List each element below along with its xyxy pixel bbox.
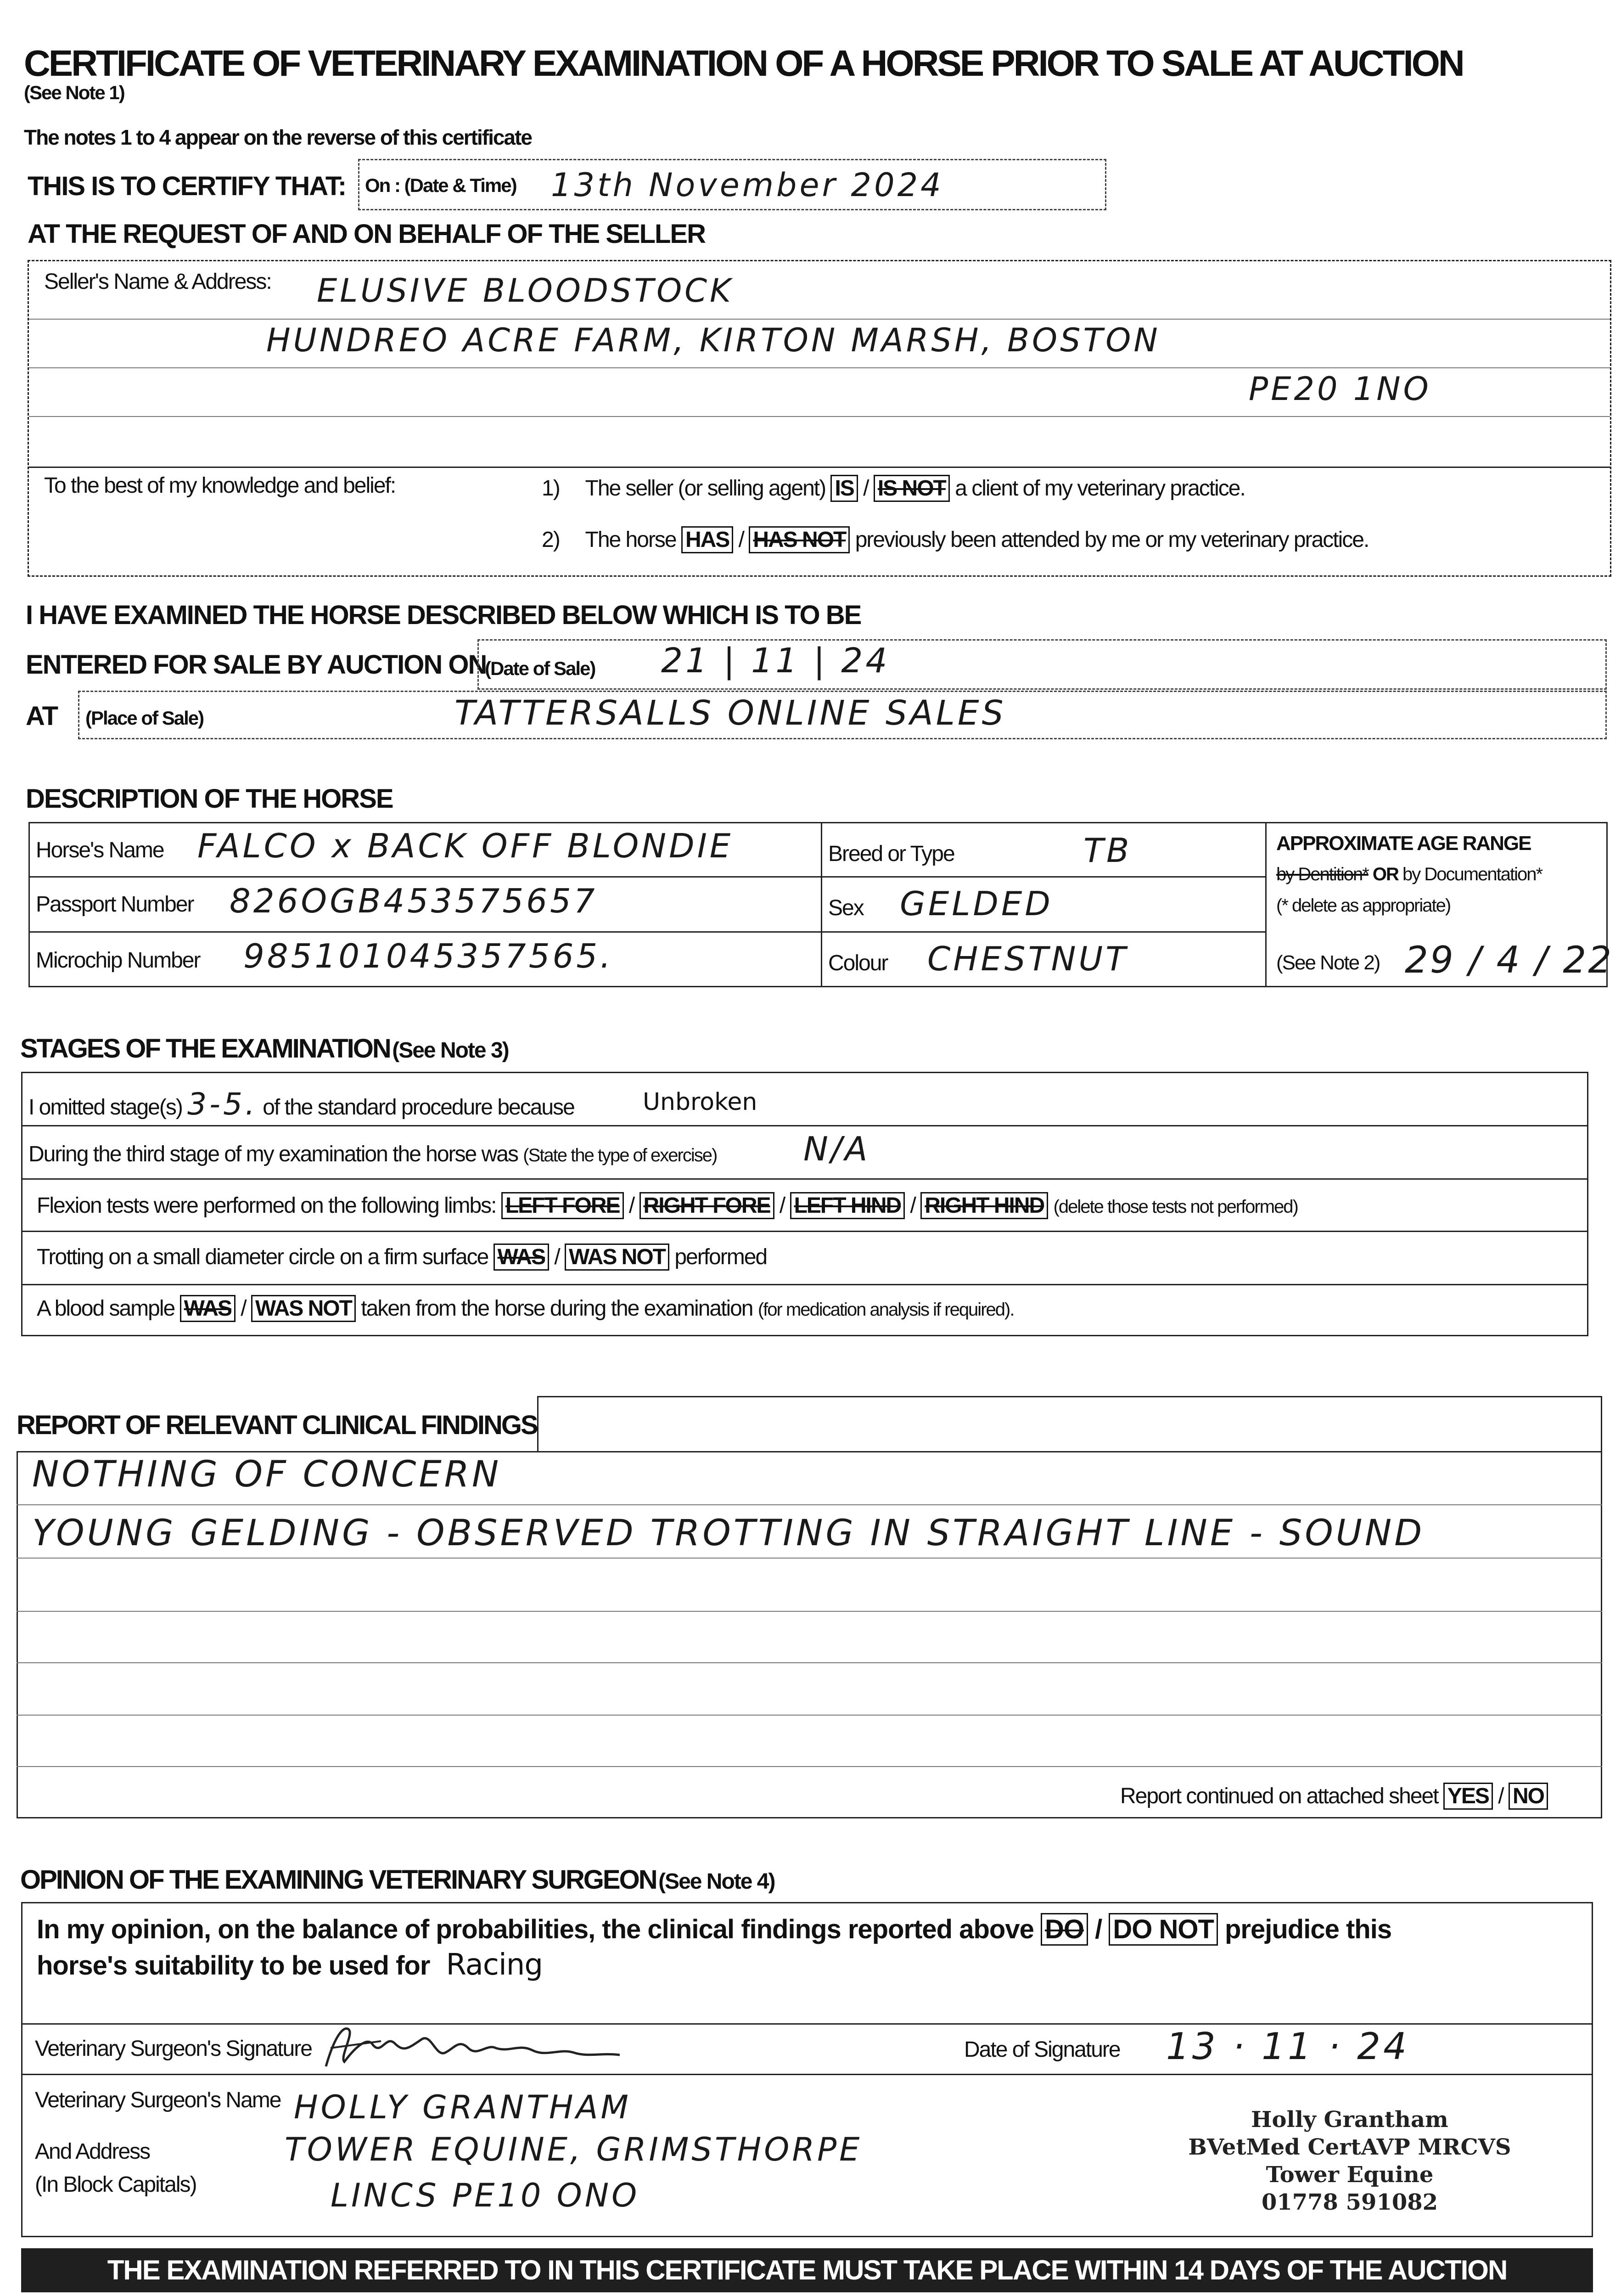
signature-label: Veterinary Surgeon's Signature: [35, 2037, 312, 2061]
vet-name-label: Veterinary Surgeon's Name: [35, 2088, 281, 2112]
request-line: AT THE REQUEST OF AND ON BEHALF OF THE SELLER: [28, 219, 705, 249]
certify-label: THIS IS TO CERTIFY THAT:: [28, 171, 346, 201]
date-of-signature-value: 13 · 11 · 24: [1166, 2025, 1409, 2068]
omitted-reason-value: Unbroken: [643, 1088, 757, 1116]
vet-address-value1: TOWER EQUINE, GRIMSTHORPE: [285, 2131, 863, 2168]
date-of-sale-label: (Date of Sale): [485, 658, 595, 679]
date-of-sale-field[interactable]: [477, 639, 1607, 690]
signature-image: [317, 2016, 638, 2076]
place-of-sale-label: (Place of Sale): [85, 707, 204, 729]
stages-heading: STAGES OF THE EXAMINATION (See Note 3): [20, 1034, 509, 1064]
continued-no-option[interactable]: NO: [1509, 1783, 1548, 1810]
at-label: AT: [26, 701, 58, 731]
statement-1: 1) The seller (or selling agent) IS / IS NOT a client of my veterinary practice.: [542, 476, 1245, 501]
flexion-row: Flexion tests were performed on the following limbs: LEFT FORE / RIGHT FORE / LEFT HIND / RIGHT HIND (delete those tests not performed): [37, 1193, 1298, 1218]
report-line2: YOUNG GELDING - OBSERVED TROTTING IN STRAIGHT LINE - SOUND: [32, 1513, 1425, 1554]
right-hind-option[interactable]: RIGHT HIND: [920, 1192, 1048, 1219]
vet-stamp: Holly Grantham BVetMed CertAVP MRCVS Tower Equine 01778 591082: [1188, 2107, 1511, 2215]
seller-is-not-option[interactable]: IS NOT: [874, 475, 950, 502]
blood-was-not-option[interactable]: WAS NOT: [251, 1295, 356, 1322]
opinion-do-option[interactable]: DO: [1041, 1913, 1088, 1946]
age-delete-note: (* delete as appropriate): [1276, 895, 1451, 916]
blood-row: A blood sample WAS / WAS NOT taken from the horse during the examination (for medication analysis if required).: [37, 1296, 1014, 1321]
date-of-sale-value: 21 | 11 | 24: [661, 641, 890, 681]
right-fore-option[interactable]: RIGHT FORE: [639, 1192, 774, 1219]
seller-name-label: Seller's Name & Address:: [44, 270, 271, 294]
vet-name-value: HOLLY GRANTHAM: [294, 2088, 631, 2126]
age-value: 29 / 4 / 22: [1405, 939, 1614, 981]
title-note: (See Note 1): [24, 82, 124, 103]
block-capitals-label: (In Block Capitals): [35, 2172, 196, 2197]
age-heading: APPROXIMATE AGE RANGE: [1276, 832, 1531, 855]
footer-banner: THE EXAMINATION REFERRED TO IN THIS CERTIFICATE MUST TAKE PLACE WITHIN 14 DAYS OF THE AUCTION: [21, 2248, 1593, 2292]
microchip-label: Microchip Number: [36, 948, 200, 973]
opinion-do-not-option[interactable]: DO NOT: [1109, 1913, 1218, 1946]
passport-value: 826OGB453575657: [230, 882, 598, 920]
suitability-use-value: Racing: [446, 1948, 543, 1982]
date-of-signature-label: Date of Signature: [964, 2037, 1120, 2062]
horse-name-label: Horse's Name: [36, 838, 164, 862]
trot-was-option[interactable]: WAS: [494, 1244, 549, 1271]
vet-address-value2: LINCS PE10 ONO: [331, 2177, 640, 2214]
examined-line: I HAVE EXAMINED THE HORSE DESCRIBED BELOW WHICH IS TO BE: [26, 600, 861, 630]
trotting-row: Trotting on a small diameter circle on a firm surface WAS / WAS NOT performed: [37, 1244, 767, 1270]
colour-label: Colour: [828, 951, 888, 975]
vet-address-label: And Address: [35, 2139, 150, 2164]
breed-value: TB: [1083, 831, 1132, 870]
age-by-dentition-option[interactable]: by Dentition*: [1276, 864, 1369, 884]
date-time-label: On : (Date & Time): [365, 174, 516, 196]
description-heading: DESCRIPTION OF THE HORSE: [26, 784, 393, 814]
report-heading: REPORT OF RELEVANT CLINICAL FINDINGS: [17, 1410, 537, 1440]
place-of-sale-value: TATTERSALLS ONLINE SALES: [454, 693, 1006, 733]
certificate-title: CERTIFICATE OF VETERINARY EXAMINATION OF A HORSE PRIOR TO SALE AT AUCTION: [24, 43, 1463, 84]
passport-label: Passport Number: [36, 892, 194, 917]
statement-2: 2) The horse HAS / HAS NOT previously been attended by me or my veterinary practice.: [542, 527, 1369, 552]
third-stage-row: During the third stage of my examination the horse was (State the type of exercise): [28, 1142, 717, 1166]
blood-was-option[interactable]: WAS: [180, 1295, 236, 1322]
age-see-note: (See Note 2): [1276, 951, 1380, 974]
trot-was-not-option[interactable]: WAS NOT: [565, 1244, 669, 1271]
breed-label: Breed or Type: [828, 842, 954, 866]
notes-line: The notes 1 to 4 appear on the reverse of this certificate: [24, 125, 532, 149]
age-method: by Dentition* OR by Documentation*: [1276, 864, 1542, 884]
colour-value: CHESTNUT: [927, 940, 1129, 978]
report-box[interactable]: [17, 1451, 1602, 1818]
continued-yes-option[interactable]: YES: [1443, 1783, 1493, 1810]
microchip-value: 985101045357565.: [243, 937, 614, 975]
seller-address-line1: HUNDREO ACRE FARM, KIRTON MARSH, BOSTON: [266, 321, 1161, 359]
third-stage-value: N/A: [803, 1130, 870, 1168]
sex-label: Sex: [828, 896, 864, 920]
report-continued-row: Report continued on attached sheet YES / NO: [1120, 1784, 1548, 1809]
suitability-row: horse's suitability to be used for Racing: [37, 1948, 543, 1982]
horse-has-not-option[interactable]: HAS NOT: [749, 526, 850, 553]
report-line1: NOTHING OF CONCERN: [32, 1454, 502, 1495]
seller-address-line2: PE20 1NO: [1249, 370, 1431, 408]
seller-is-option[interactable]: IS: [830, 475, 858, 502]
opinion-text: In my opinion, on the balance of probabilities, the clinical findings reported above DO / DO NOT prejudice this: [37, 1914, 1391, 1945]
omitted-row: I omitted stage(s) 3-5. of the standard procedure because: [28, 1086, 574, 1122]
knowledge-label: To the best of my knowledge and belief:: [44, 473, 396, 498]
opinion-heading: OPINION OF THE EXAMINING VETERINARY SURGEON (See Note 4): [20, 1865, 775, 1895]
omitted-stages-value: 3-5.: [187, 1086, 258, 1122]
left-fore-option[interactable]: LEFT FORE: [501, 1192, 624, 1219]
entered-label: ENTERED FOR SALE BY AUCTION ON: [26, 650, 487, 680]
report-header-tab: [537, 1396, 1602, 1451]
sex-value: GELDED: [900, 884, 1053, 923]
seller-name-value: ELUSIVE BLOODSTOCK: [317, 272, 734, 310]
horse-name-value: FALCO x BACK OFF BLONDIE: [197, 827, 734, 865]
date-time-value: 13th November 2024: [551, 166, 944, 204]
left-hind-option[interactable]: LEFT HIND: [790, 1192, 905, 1219]
age-by-documentation-option[interactable]: by Documentation*: [1402, 864, 1542, 884]
horse-has-option[interactable]: HAS: [681, 526, 733, 553]
